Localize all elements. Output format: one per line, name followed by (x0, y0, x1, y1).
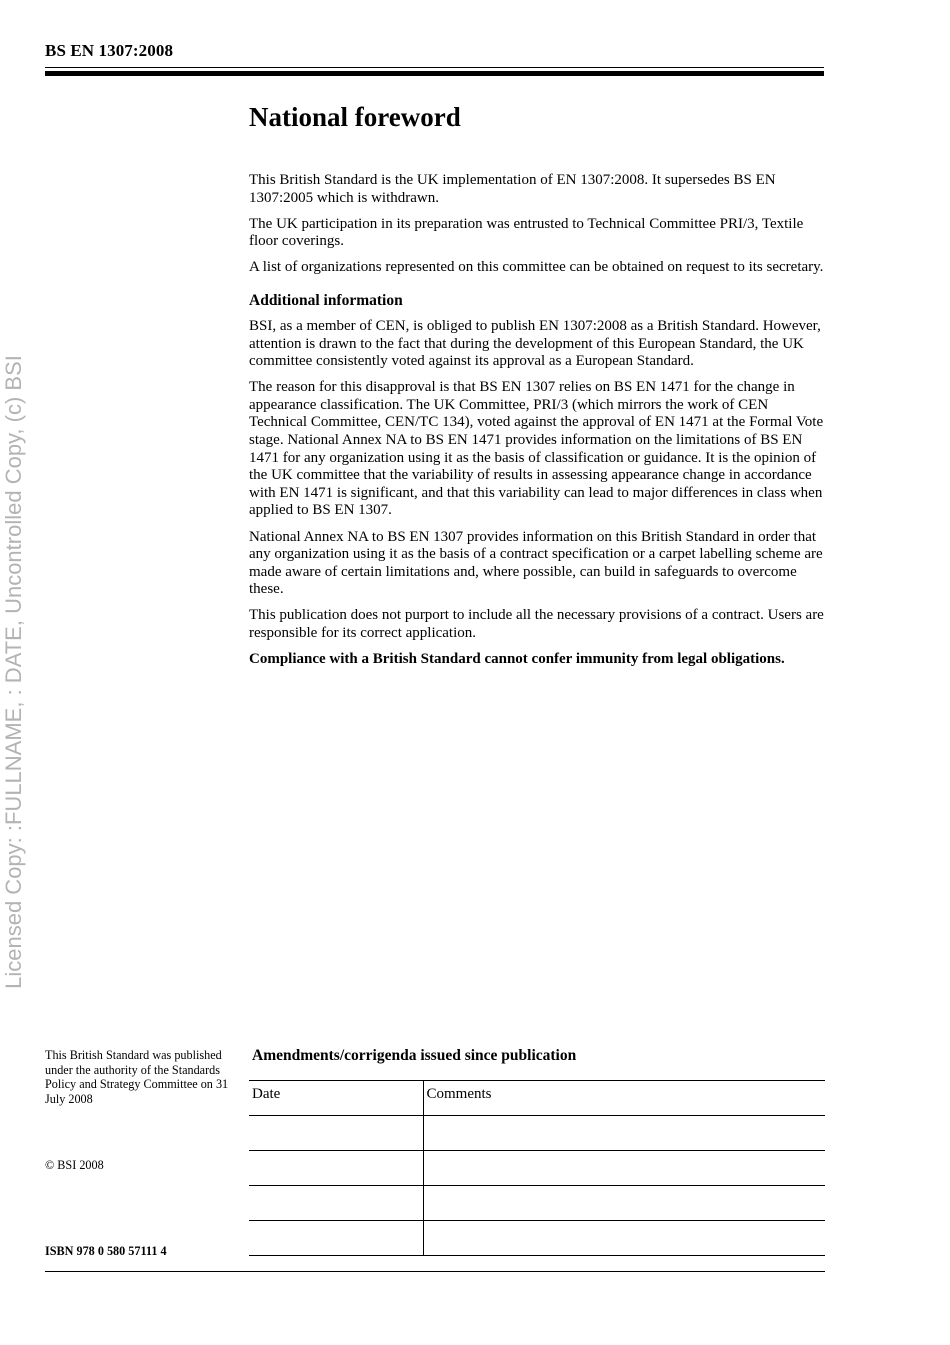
foreword-title: National foreword (249, 102, 461, 132)
table-row (249, 1186, 825, 1221)
amendments-title: Amendments/corrigenda issued since publication (252, 1047, 577, 1064)
comments-cell (423, 1221, 825, 1256)
amendments-table (249, 1080, 825, 1256)
header-thin-rule (45, 67, 824, 68)
isbn-number: ISBN 978 0 580 57111 4 (45, 1244, 167, 1258)
document-code: BS EN 1307:2008 (45, 41, 174, 60)
additional-paragraph: This publication does not purport to include all the necessary provisions of a contract. Users are responsible for its correct application. (249, 607, 824, 641)
comments-cell (423, 1116, 825, 1151)
additional-paragraph: National Annex NA to BS EN 1307 provides information on this British Standard in order that any organization using it as the basis of a contract specification or a carpet labelling scheme are made aware of certain limitations and, where possible, can build in safeguards to overcome these. (249, 528, 823, 598)
date-cell (249, 1186, 423, 1221)
foreword-section (249, 100, 824, 677)
foreword-paragraph: A list of organizations represented on this committee can be obtained on request to its secretary. (249, 259, 824, 276)
date-cell (249, 1116, 423, 1151)
table-row (249, 1151, 825, 1186)
additional-paragraph: BSI, as a member of CEN, is obliged to publish EN 1307:2008 as a British Standard. However, attention is drawn to the fact that during the development of this European Standard, the UK committee consistently voted against its approval as a European Standard. (249, 317, 821, 370)
foreword-paragraph: The UK participation in its preparation was entrusted to Technical Committee PRI/3, Textile floor coverings. (249, 215, 804, 250)
table-row (249, 1116, 825, 1151)
comments-cell (423, 1151, 825, 1186)
license-watermark: Licensed Copy: :FULLNAME, : DATE, Uncontrolled Copy, (c) BSI (1, 355, 26, 989)
date-column-header: Date (249, 1081, 423, 1116)
table-row (249, 1221, 825, 1256)
table-header-row (249, 1081, 825, 1116)
compliance-statement: Compliance with a British Standard cannot confer immunity from legal obligations. (249, 651, 785, 668)
header-thick-rule (45, 71, 824, 76)
additional-information-heading: Additional information (249, 291, 403, 309)
foreword-paragraph: This British Standard is the UK implementation of EN 1307:2008. It supersedes BS EN 1307:2005 which is withdrawn. (249, 172, 776, 206)
publication-authority-note: This British Standard was published under the authority of the Standards Policy and Strategy Committee on 31 July 2008 (45, 1048, 229, 1106)
comments-column-header: Comments (423, 1081, 825, 1116)
additional-paragraph: The reason for this disapproval is that BS EN 1307 relies on BS EN 1471 for the change in appearance classification. The UK Committee, PRI/3 (which mirrors the work of CEN Technical Committee, CEN/TC 134), voted against the approval of EN 1471 at the Formal Vote stage. National Annex NA to BS EN 1471 provides information on the limitations of BS EN 1471 for any organization using it as the basis of classification or guidance. It is the opinion of the UK committee that the variability of results in assessing appearance change in accordance with EN 1471 is significant, and that this variability can lead to major differences in class when applied to BS EN 1307. (249, 379, 824, 519)
copyright-notice: © BSI 2008 (45, 1158, 104, 1172)
date-cell (249, 1151, 423, 1186)
footer-rule (45, 1271, 825, 1272)
comments-cell (423, 1186, 825, 1221)
date-cell (249, 1221, 423, 1256)
